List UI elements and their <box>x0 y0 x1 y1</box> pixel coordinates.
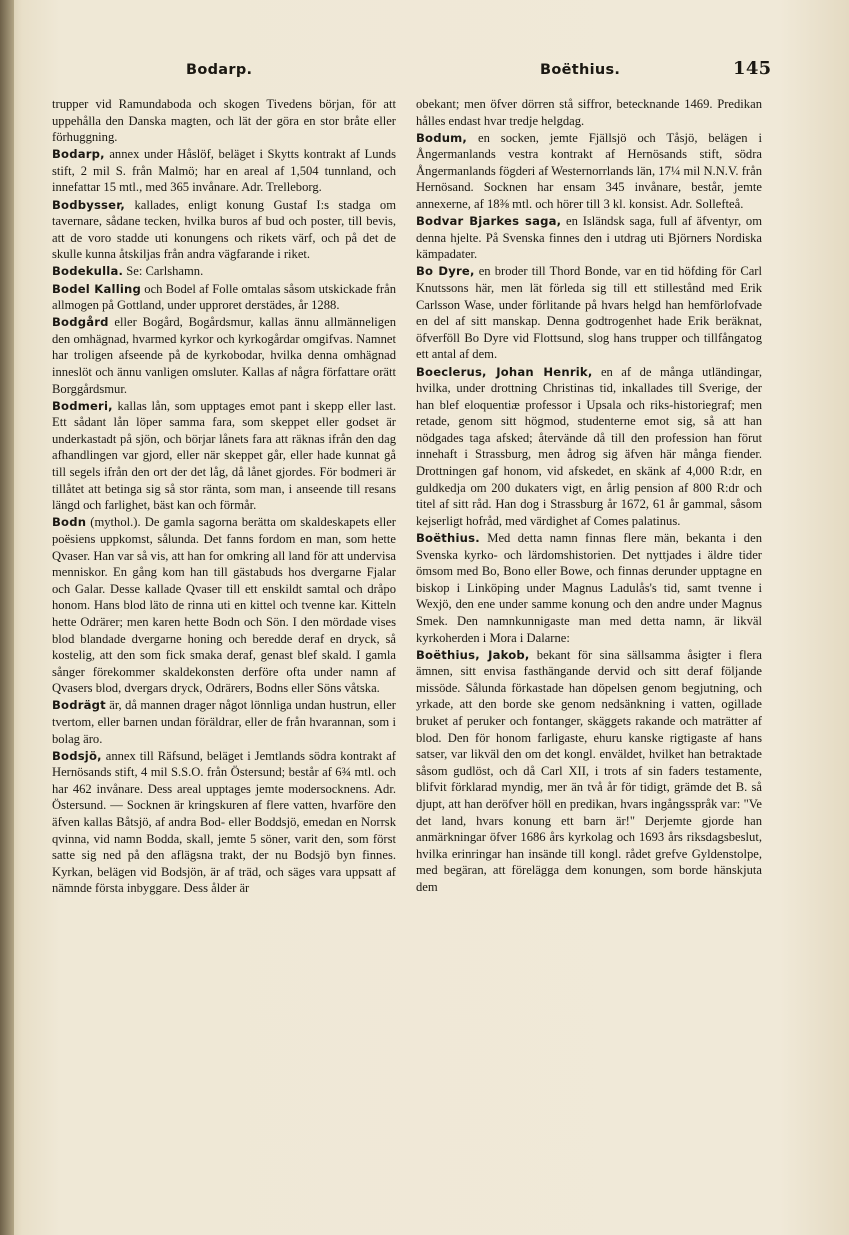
dictionary-entry <box>52 748 396 897</box>
entry-headword: Bodvar Bjarkes saga, <box>416 214 562 229</box>
dictionary-entry <box>416 213 762 263</box>
dictionary-entry <box>52 263 396 280</box>
dictionary-entry <box>416 647 762 896</box>
entry-headword: Bodel Kalling <box>52 281 141 296</box>
header-left-guide-word: Bodarp. <box>186 62 253 78</box>
entry-headword: Bodsjö, <box>52 748 102 763</box>
entry-headword: Bodbysser, <box>52 197 126 212</box>
entry-text: (mythol.). De gamla sagorna berätta om skaldeskapets eller poësiens uppkomst, sålunda. Det fanns fordom en man, som hette Qvaser. Han var så vis, att han for omkring all land för att undervisa menniskor. En gång kom han till gästabuds hos dvergarne Fjalar och Galar. Desse kallade Qvaser till ett enskildt samtal och dråpo honom. Hans blod läto de rinna uti en kittel och tvenne kar. Kitteln hette Odrärer; men karen hette Bodn och Sön. I den mördade vises blod blandade dvergarne honing och beredde deraf en dryck, så kostelig, att den som fick smaka deraf, genast blef skald. I gamla sånger förekommer skaldekonsten derföre ofta under namn af Qvasers blod, dvergars dryck, Odrärers, Bodns eller Söns våtska. <box>52 515 396 696</box>
left-text-column <box>52 96 396 898</box>
entry-headword: Bodgård <box>52 315 109 330</box>
dictionary-entry <box>52 398 396 514</box>
dictionary-entry <box>52 514 396 697</box>
dictionary-entry <box>52 96 396 146</box>
entry-headword: Bodrägt <box>52 698 106 713</box>
entry-text: annex till Räfsund, beläget i Jemtlands södra kontrakt af Hernösands stift, 4 mil S.S.O. från Östersund; består af 6¾ mtl. och har 462 invånare. Dess areal upptages jemte modersocknens. Adr. Östersund. — Socknen är kringskuren af flere vatten, hvarföre den äfven kallas Båtsjö, af andra Bod- eller Boddsjö, emedan en Norrsk qvinna, vid namn Bodda, skall, jemte 5 söner, varit den, som först satte sig ned på den aflägsna trakt, der nu Bodsjö byn finnes. Kyrkan, belägen vid Bodsjön, är af träd, och säges vara uppsatt af nämnde första inbyggare. Dess ålder är <box>52 748 396 896</box>
dictionary-entry <box>416 263 762 363</box>
entry-headword: Boëthius. <box>416 530 480 545</box>
dictionary-entry <box>52 197 396 263</box>
entry-text: kallas lån, som upptages emot pant i skepp eller last. Ett sådant lån löper samma fara, som skeppet eller godset är underkastadt på sjön, och börjar lånets fara att räknas ifrån den dag afhandlingen var gjord, eller när skeppet går, eller hade kunnat gå till segels ifrån den ort der det låg, då lånet gjordes. För bodmeri är tillåtet att betinga sig så stor ränta, som man, i anseende till resans längd och farlighet, bäst kan och förmår. <box>52 398 396 513</box>
dictionary-entry <box>52 146 396 196</box>
dictionary-entry <box>416 530 762 646</box>
dictionary-entry <box>52 697 396 747</box>
dictionary-entry <box>416 364 762 530</box>
entry-text: är, då mannen drager något lönnliga undan hustrun, eller tvertom, eller barnen undan föräldrar, eller de från hvarannan, som i bolag äro. <box>52 698 396 746</box>
entry-text: Se: Carlshamn. <box>126 264 204 279</box>
entry-text: Med detta namn finnas flere män, bekanta i den Svenska kyrko- och lärdomshistorien. Det nyttjades i äldre tider ömsom med Bo, Bono eller Bowe, och finnas derunder upptagne en biskop i Linköping under Magnus Ladulås's tid, samt tvenne i Wexjö, den ene under samme konung och den andre under Magnus Smek. Den namnkunnigaste man med detta namn, är likväl kyrkoherden i Mora i Dalarne: <box>416 530 762 645</box>
header-right-guide-word: Boëthius. <box>540 62 621 78</box>
entry-headword: Bodekulla. <box>52 264 124 279</box>
entry-headword: Bodn <box>52 515 87 530</box>
page-number: 145 <box>733 58 772 79</box>
dictionary-entry <box>416 130 762 213</box>
entry-text: en socken, jemte Fjällsjö och Tåsjö, belägen i Ångermanlands vestra kontrakt af Hernösands stift, södra Ångermanlands fögderi af Westernorrlands län, 17¼ mil N.N.V. från Hernösand. Socknen har ensam 345 invånare, består, jemte annexerne, af 18⅜ mtl. och hörer till 3 kl. konsist. Adr. Sollefteå. <box>416 130 762 212</box>
entry-text: en broder till Thord Bonde, var en tid höfding för Carl Knutssons här, men lät förleda sig till ett stillestånd med Erik Carlsson Wase, under förlitande på hvars helgd han hemförlofvade en del af sitt manskap. Denna godtrogenhet hade Erik beräknat, öfverföll Bo Dyre vid Flottsund, slog hans trupper och tillfångatog ett antal af dem. <box>416 264 762 362</box>
entry-text: eller Bogård, Bogårdsmur, kallas ännu allmänneligen den omhägnad, hvarmed kyrkor och kyrkogårdar omgifvas. Namnet har troligen afseende på de kyrkobodar, hvilka denna omhägnad inneslöt och ännu vanligen omsluter. Kallas af några författare orätt Borggårdsmur. <box>52 315 396 396</box>
entry-text: och Bodel af Folle omtalas såsom utskickade från allmogen på Gottland, under upproret derstädes, år 1288. <box>52 281 397 313</box>
entry-headword: Bo Dyre, <box>416 264 475 279</box>
entry-text: en Isländsk saga, full af äfventyr, om denna hjelte. På Svenska finnes den i utdrag uti Björners Nordiska kämpadater. <box>416 214 762 262</box>
dictionary-entry <box>52 314 396 397</box>
entry-headword: Bodarp, <box>52 147 105 162</box>
entry-text: bekant för sina sällsamma åsigter i flera ämnen, sitt envisa fasthängande dervid och sitt deraf följande missöde. Sålunda förkastade han döpelsen genom begjutning, och yrkade, att den borde ske genom nedsänkning i vatten, ogillade bruket af peruker och fontanger, skäggets rakande och maträtter af blod. Den för honom farligaste, ehuru kanske rigtigaste af hans satser, var likväl den om det kongl. enväldet, hvilket han betraktade såsom gudlöst, och då Carl XII, i trots af sin faders testamente, blifvit förklarad myndig, mer än två år för tidigt, grämde det B. så djupt, att han deröfver höll en predikan, hvars ingångsspråk var: "Ve det land, hvars konung ett barn är!" Derjemte gjorde han anmärkningar öfver 1686 års kyrkolag och 1693 års riksdagsbeslut, hvilka erinringar han insände till kongl. rådet grefve Gyldenstolpe, med begäran, att förelägga dem konungen, som borde hänskjuta dem <box>416 647 762 894</box>
entry-text: obekant; men öfver dörren stå siffror, betecknande 1469. Predikan hålles endast hvar tredje helgdag. <box>416 97 762 128</box>
entry-headword: Bodum, <box>416 130 468 145</box>
entry-text: annex under Håslöf, beläget i Skytts kontrakt af Lunds stift, 2 mil S. från Malmö; har en areal af 1,504 tunnland, och innefattar 15 mtl., med 365 invånare. Adr. Trelleborg. <box>52 147 396 195</box>
page-header <box>50 58 772 86</box>
book-spine-edge <box>0 0 14 1235</box>
dictionary-entry <box>416 96 762 129</box>
entry-text: en af de många utländingar, hvilka, under drottning Christinas tid, inkallades till Sverige, der han blef eloquentiæ professor i Upsala och riks-historiegraf; men retade, genom sitt högmod, studenterne emot sig, så att han nödgades taga afsked; återvände då till den profession han förut innehaft i Strassburg, men ådrog sig äfven här många fiender. Drottningen gaf honom, vid afskedet, en skänk af 4,000 R:dr, en guldkedja om 200 dukaters vigt, en årlig pension af 800 R:dr och titel af sitt råd. Han dog i Strassburg år 1672, 61 år gammal, såsom kejserligt hofråd, med värdighet af Comes palatinus. <box>416 364 763 528</box>
right-text-column <box>416 96 762 896</box>
entry-headword: Boëthius, Jakob, <box>416 647 530 662</box>
entry-text: kallades, enligt konung Gustaf I:s stadga om tavernare, sådane tecken, hvilka buros af bud och poster, till bevis, att de voro stadde uti konungens och rikets värf, och på det de skulle kunna åtskiljas från andra vägfarande i riket. <box>52 197 397 262</box>
dictionary-entry <box>52 281 396 314</box>
entry-headword: Bodmeri, <box>52 398 113 413</box>
entry-text: trupper vid Ramundaboda och skogen Tivedens början, för att uppehålla den Danska magten, och lät der göra en stor bråte eller förhuggning. <box>52 97 396 145</box>
entry-headword: Boeclerus, Johan Henrik, <box>416 364 593 379</box>
